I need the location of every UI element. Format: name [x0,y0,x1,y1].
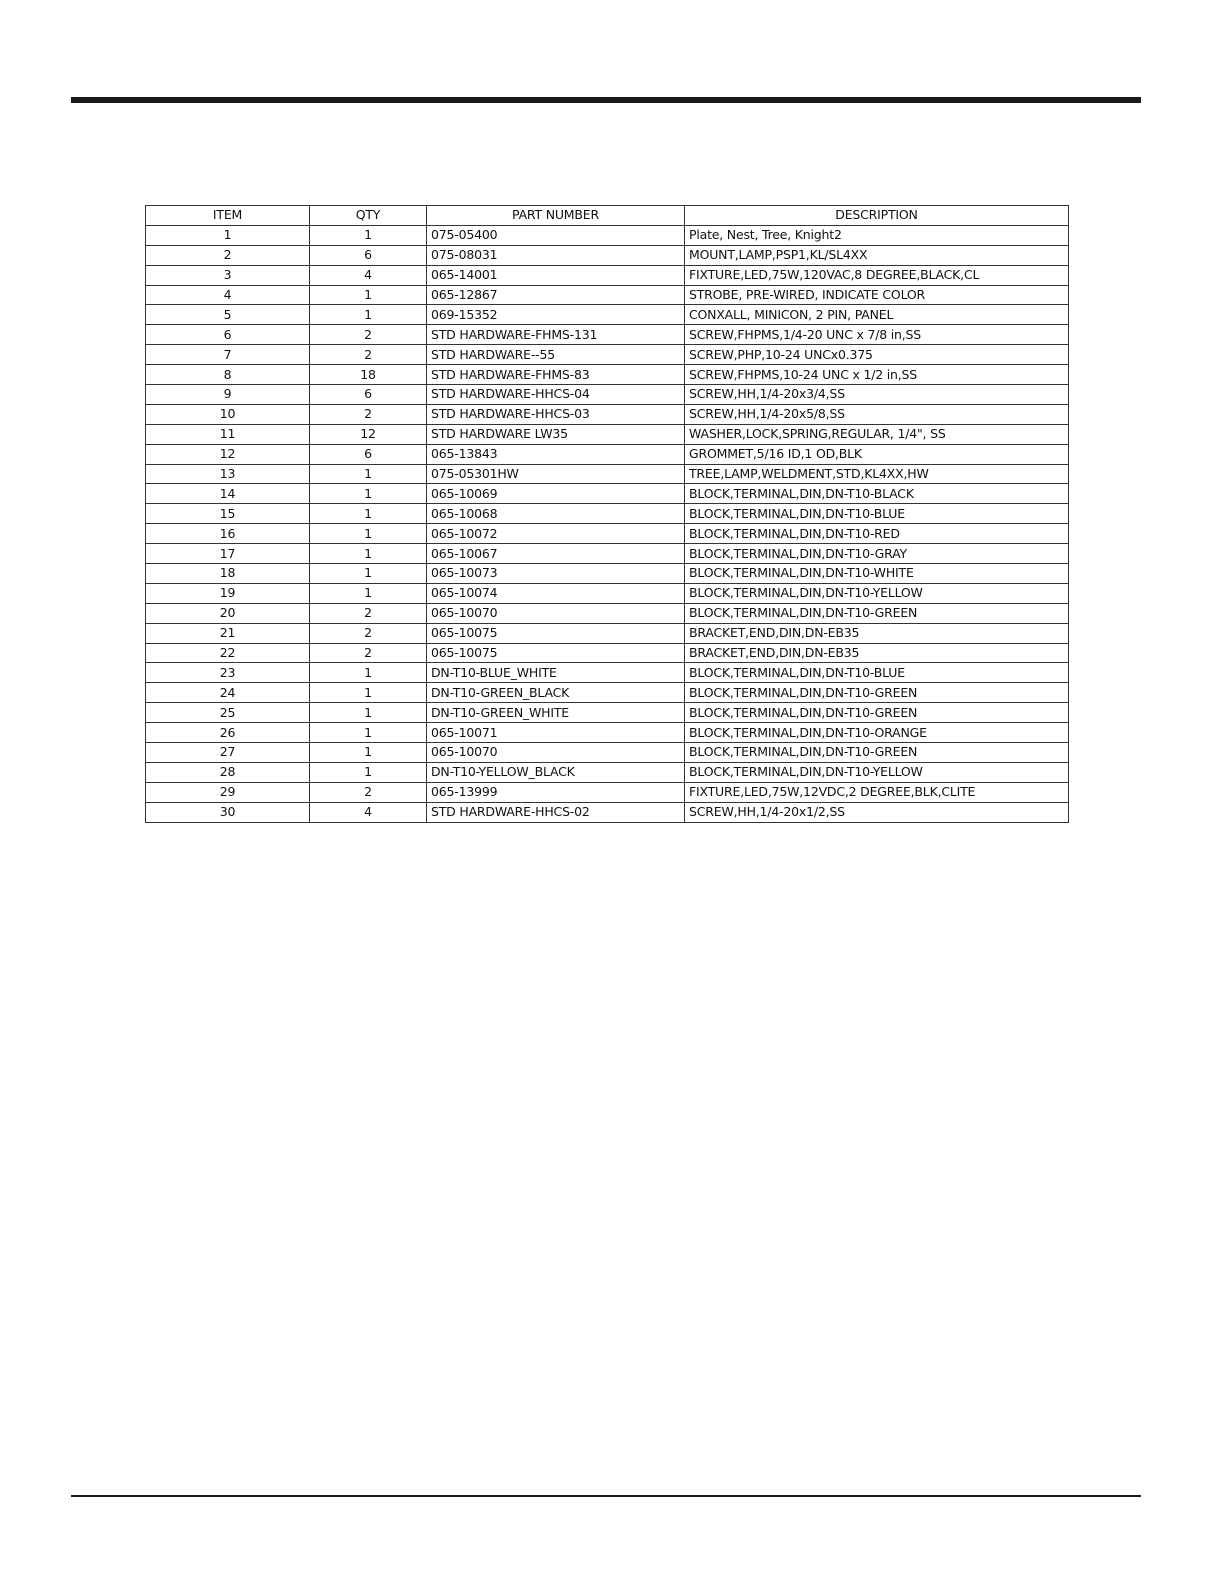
cell-part-number: STD HARDWARE--55 [427,345,685,365]
table-row [146,524,1069,544]
cell-item: 26 [146,723,310,743]
cell-description: SCREW,HH,1/4-20x3/4,SS [685,385,1069,405]
table-row [146,365,1069,385]
cell-item: 21 [146,623,310,643]
table-row [146,623,1069,643]
cell-item: 25 [146,703,310,723]
cell-item: 24 [146,683,310,703]
cell-description: SCREW,PHP,10-24 UNCx0.375 [685,345,1069,365]
cell-description: BLOCK,TERMINAL,DIN,DN-T10-RED [685,524,1069,544]
cell-qty: 2 [310,643,427,663]
cell-part-number: STD HARDWARE-HHCS-02 [427,802,685,822]
cell-item: 16 [146,524,310,544]
cell-part-number: 075-05400 [427,225,685,245]
cell-item: 12 [146,444,310,464]
cell-description: BLOCK,TERMINAL,DIN,DN-T10-WHITE [685,564,1069,584]
cell-qty: 2 [310,623,427,643]
table-row [146,504,1069,524]
cell-description: TREE,LAMP,WELDMENT,STD,KL4XX,HW [685,464,1069,484]
cell-qty: 6 [310,444,427,464]
cell-qty: 1 [310,703,427,723]
footer-rule [71,1495,1141,1497]
table-row [146,285,1069,305]
header-part-number: PART NUMBER [427,206,685,226]
cell-description: MOUNT,LAMP,PSP1,KL/SL4XX [685,245,1069,265]
cell-part-number: STD HARDWARE-HHCS-03 [427,404,685,424]
cell-qty: 2 [310,603,427,623]
cell-part-number: 065-14001 [427,265,685,285]
cell-description: BRACKET,END,DIN,DN-EB35 [685,623,1069,643]
table-row [146,802,1069,822]
cell-part-number: DN-T10-GREEN_BLACK [427,683,685,703]
cell-item: 28 [146,762,310,782]
cell-description: CONXALL, MINICON, 2 PIN, PANEL [685,305,1069,325]
cell-qty: 1 [310,564,427,584]
cell-item: 3 [146,265,310,285]
cell-item: 10 [146,404,310,424]
table-row [146,683,1069,703]
cell-item: 6 [146,325,310,345]
cell-description: BLOCK,TERMINAL,DIN,DN-T10-YELLOW [685,583,1069,603]
cell-item: 17 [146,544,310,564]
table-row [146,245,1069,265]
cell-part-number: 065-10070 [427,743,685,763]
cell-item: 9 [146,385,310,405]
table-row [146,484,1069,504]
table-row [146,782,1069,802]
table-row [146,385,1069,405]
cell-item: 23 [146,663,310,683]
cell-qty: 2 [310,325,427,345]
cell-qty: 1 [310,663,427,683]
cell-qty: 1 [310,484,427,504]
cell-qty: 2 [310,404,427,424]
cell-qty: 1 [310,723,427,743]
cell-description: BLOCK,TERMINAL,DIN,DN-T10-GREEN [685,743,1069,763]
cell-item: 13 [146,464,310,484]
header-description: DESCRIPTION [685,206,1069,226]
cell-part-number: 065-13999 [427,782,685,802]
bill-of-materials-table [145,205,1069,823]
cell-description: BLOCK,TERMINAL,DIN,DN-T10-ORANGE [685,723,1069,743]
cell-qty: 1 [310,743,427,763]
cell-part-number: 065-10071 [427,723,685,743]
table-row [146,564,1069,584]
cell-item: 4 [146,285,310,305]
cell-qty: 4 [310,265,427,285]
table-body [146,225,1069,822]
table-row [146,404,1069,424]
cell-item: 18 [146,564,310,584]
cell-description: STROBE, PRE-WIRED, INDICATE COLOR [685,285,1069,305]
table-row [146,305,1069,325]
table-row [146,583,1069,603]
cell-description: Plate, Nest, Tree, Knight2 [685,225,1069,245]
cell-description: BLOCK,TERMINAL,DIN,DN-T10-BLUE [685,504,1069,524]
cell-part-number: 065-10070 [427,603,685,623]
cell-qty: 18 [310,365,427,385]
cell-part-number: 065-13843 [427,444,685,464]
cell-description: BRACKET,END,DIN,DN-EB35 [685,643,1069,663]
table-row [146,703,1069,723]
cell-part-number: 065-10069 [427,484,685,504]
cell-part-number: STD HARDWARE-FHMS-131 [427,325,685,345]
cell-description: FIXTURE,LED,75W,120VAC,8 DEGREE,BLACK,CL [685,265,1069,285]
cell-part-number: 069-15352 [427,305,685,325]
cell-description: WASHER,LOCK,SPRING,REGULAR, 1/4", SS [685,424,1069,444]
cell-item: 2 [146,245,310,265]
header-qty: QTY [310,206,427,226]
cell-item: 30 [146,802,310,822]
cell-item: 8 [146,365,310,385]
cell-qty: 1 [310,544,427,564]
cell-item: 1 [146,225,310,245]
cell-qty: 1 [310,583,427,603]
cell-description: BLOCK,TERMINAL,DIN,DN-T10-GRAY [685,544,1069,564]
cell-item: 7 [146,345,310,365]
table-row [146,603,1069,623]
cell-description: SCREW,FHPMS,1/4-20 UNC x 7/8 in,SS [685,325,1069,345]
cell-part-number: STD HARDWARE-FHMS-83 [427,365,685,385]
cell-qty: 6 [310,245,427,265]
table-row [146,643,1069,663]
table-row [146,663,1069,683]
cell-description: BLOCK,TERMINAL,DIN,DN-T10-BLUE [685,663,1069,683]
cell-qty: 6 [310,385,427,405]
header-rule [71,97,1141,103]
cell-item: 29 [146,782,310,802]
cell-qty: 1 [310,524,427,544]
cell-description: SCREW,HH,1/4-20x1/2,SS [685,802,1069,822]
cell-part-number: 065-10067 [427,544,685,564]
cell-qty: 1 [310,225,427,245]
cell-description: BLOCK,TERMINAL,DIN,DN-T10-GREEN [685,603,1069,623]
cell-description: SCREW,FHPMS,10-24 UNC x 1/2 in,SS [685,365,1069,385]
cell-part-number: STD HARDWARE-HHCS-04 [427,385,685,405]
cell-part-number: 065-10075 [427,623,685,643]
cell-item: 19 [146,583,310,603]
cell-part-number: 065-10072 [427,524,685,544]
cell-description: BLOCK,TERMINAL,DIN,DN-T10-GREEN [685,703,1069,723]
cell-part-number: DN-T10-YELLOW_BLACK [427,762,685,782]
cell-part-number: 065-10073 [427,564,685,584]
cell-qty: 1 [310,683,427,703]
cell-part-number: DN-T10-GREEN_WHITE [427,703,685,723]
cell-item: 27 [146,743,310,763]
cell-qty: 1 [310,504,427,524]
cell-description: BLOCK,TERMINAL,DIN,DN-T10-GREEN [685,683,1069,703]
table-row [146,424,1069,444]
cell-qty: 2 [310,782,427,802]
cell-item: 20 [146,603,310,623]
cell-qty: 1 [310,762,427,782]
cell-part-number: 075-08031 [427,245,685,265]
table-row [146,464,1069,484]
cell-part-number: 075-05301HW [427,464,685,484]
cell-item: 11 [146,424,310,444]
cell-part-number: 065-10075 [427,643,685,663]
cell-part-number: STD HARDWARE LW35 [427,424,685,444]
cell-qty: 1 [310,285,427,305]
cell-description: FIXTURE,LED,75W,12VDC,2 DEGREE,BLK,CLITE [685,782,1069,802]
cell-qty: 1 [310,305,427,325]
header-item: ITEM [146,206,310,226]
table-row [146,225,1069,245]
cell-description: SCREW,HH,1/4-20x5/8,SS [685,404,1069,424]
table-row [146,345,1069,365]
cell-part-number: 065-12867 [427,285,685,305]
cell-item: 14 [146,484,310,504]
table-row [146,743,1069,763]
cell-qty: 2 [310,345,427,365]
cell-qty: 1 [310,464,427,484]
cell-part-number: DN-T10-BLUE_WHITE [427,663,685,683]
cell-description: BLOCK,TERMINAL,DIN,DN-T10-YELLOW [685,762,1069,782]
table-row [146,325,1069,345]
cell-qty: 12 [310,424,427,444]
cell-description: BLOCK,TERMINAL,DIN,DN-T10-BLACK [685,484,1069,504]
table-row [146,544,1069,564]
table-header-row [146,206,1069,226]
cell-item: 15 [146,504,310,524]
table-row [146,723,1069,743]
cell-item: 22 [146,643,310,663]
table-row [146,762,1069,782]
cell-description: GROMMET,5/16 ID,1 OD,BLK [685,444,1069,464]
cell-qty: 4 [310,802,427,822]
cell-part-number: 065-10068 [427,504,685,524]
table-row [146,265,1069,285]
table-row [146,444,1069,464]
cell-item: 5 [146,305,310,325]
cell-part-number: 065-10074 [427,583,685,603]
